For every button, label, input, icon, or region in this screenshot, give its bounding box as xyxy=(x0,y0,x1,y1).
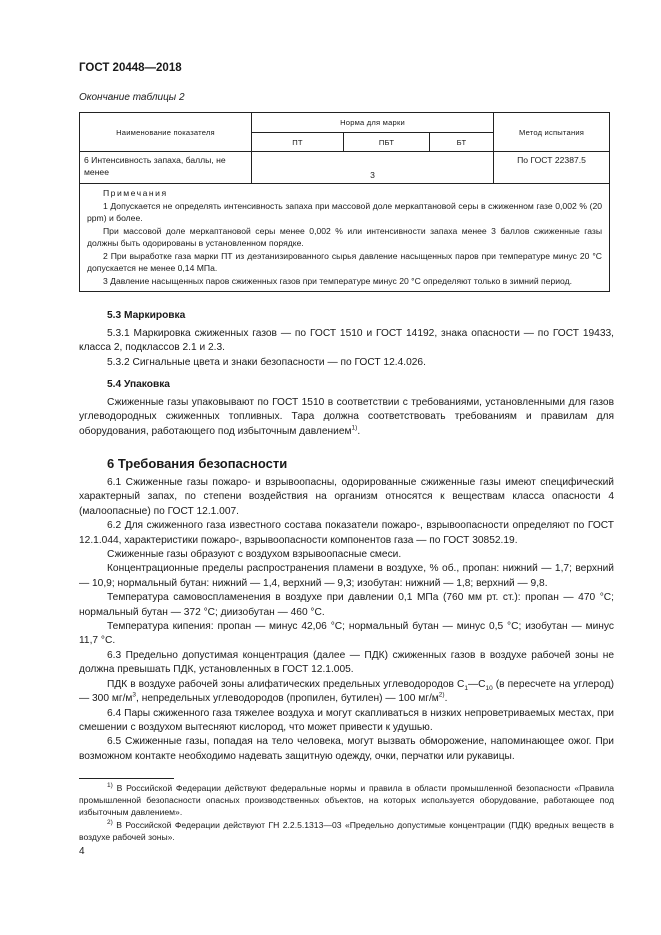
para-6-1: 6.1 Сжиженные газы пожаро- и взрывоопасны, одорированные сжиженные газы имеют специфический характерный запах, по степени воздействия на организм относятся к веществам класса опасности 4 (малоопасные) по ГОСТ 12.1.007. xyxy=(79,477,614,517)
section-5-4 xyxy=(79,396,614,439)
footnote-divider xyxy=(79,778,174,779)
footnote-ref-1: 1) xyxy=(351,424,358,432)
footnote-1: $^{1)}$ В Российской Федерации действуют федеральные нормы и правила в области промышленной безопасности «Правила промышленной безопасности опасных производственных объектов, на которых используется оборудование, работающее под избыточным давлением». xyxy=(79,782,614,818)
para-6-2d: Температура самовоспламенения в воздухе при давлении 0,1 МПа (760 мм рт. ст.): пропан — 470 °С; нормальный бутан — 372 °С; диизобутан — 460 °С. xyxy=(79,592,614,618)
standard-code: ГОСТ 20448—2018 xyxy=(79,62,182,74)
notes-title: Примечания xyxy=(103,188,168,198)
row-name: 6 Интенсивность запаха, баллы, не менее xyxy=(80,152,252,184)
heading-5-4: 5.4 Упаковка xyxy=(107,379,170,390)
footnotes xyxy=(79,782,614,843)
para-6-4: 6.4 Пары сжиженного газа тяжелее воздуха и могут скапливаться в низких непроветриваемых местах, при смешении с воздухом вытесняют кислород, что может привести к удушью. xyxy=(79,707,614,733)
row-method: По ГОСТ 22387.5 xyxy=(494,152,610,184)
para-6-3: 6.3 Предельно допустимая концентрация (далее — ПДК) сжиженных газов в воздухе рабочей зоны не должна превышать ПДК, установленных в ГОСТ 12.1.005. xyxy=(79,649,614,676)
col-header-norm: Норма для марки xyxy=(252,113,494,133)
note-2: 2 При выработке газа марки ПТ из деэтанизированного сырья давление насыщенных паров при температуре минус 20 °С допускается не менее 0,14 МПа. xyxy=(87,250,603,273)
para-6-5: 6.5 Сжиженные газы, попадая на тело человека, могут вызвать обморожение, напоминающее ожог. При возможном контакте необходимо надевать защитную одежду, очки, перчатки или рукавицы. xyxy=(79,736,614,762)
note-3: 3 Давление насыщенных паров сжиженных газов при температуре минус 20 °С определяют только в зимний период. xyxy=(103,275,573,286)
footnote-ref-2: 2) xyxy=(438,691,445,699)
para-5-3-1: 5.3.1 Маркировка сжиженных газов — по ГОСТ 1510 и ГОСТ 14192, знака опасности — по ГОСТ 19433, класса 2, подклассов 2.1 и 2.3. xyxy=(79,328,614,354)
para-5-4: Сжиженные газы упаковывают по ГОСТ 1510 в соответствии с требованиями, установленными для газов углеводородных сжиженных топливных. Тара должна соответствовать требованиям и правилам для оборудования, работающего под избыточным давлением$^{1)}$. xyxy=(79,397,614,437)
col-header-method: Метод испытания xyxy=(494,113,610,152)
table-notes xyxy=(80,184,610,292)
norm-table xyxy=(79,112,610,292)
grade-pt: ПТ xyxy=(252,133,344,152)
para-5-3-2: 5.3.2 Сигнальные цвета и знаки безопасности — по ГОСТ 12.4.026. xyxy=(107,356,426,368)
page-number: 4 xyxy=(79,846,85,857)
note-1: 1 Допускается не определять интенсивность запаха при массовой доле меркаптановой серы в сжиженном газе 0,002 % (20 ppm) и более. xyxy=(87,200,603,223)
heading-6: 6 Требования безопасности xyxy=(107,456,288,471)
section-5-3 xyxy=(79,327,614,370)
para-6-2c: Концентрационные пределы распространения пламени в воздухе, % об., пропан: нижний — 1,7; верхний — 10,9; нормальный бутан: нижний — 1,4, верхний — 9,3; изобутан: нижний — 1,8; верхний — 9,8. xyxy=(79,563,614,589)
grade-bt: БТ xyxy=(430,133,494,152)
heading-5-3: 5.3 Маркировка xyxy=(107,310,186,321)
note-1b: При массовой доле меркаптановой серы менее 0,002 % или интенсивности запаха менее 3 баллов сжиженные газы должны быть одорированы в установленном порядке. xyxy=(87,225,603,248)
grade-pbt: ПБТ xyxy=(344,133,430,152)
table-caption: Окончание таблицы 2 xyxy=(79,92,185,103)
para-6-2e: Температура кипения: пропан — минус 42,06 °С; нормальный бутан — минус 0,5 °С; изобутан — минус 11,7 °С. xyxy=(79,621,614,647)
col-header-name: Наименование показателя xyxy=(80,113,252,152)
para-6-2b: Сжиженные газы образуют с воздухом взрывоопасные смеси. xyxy=(107,549,402,561)
row-value: 3 xyxy=(252,152,494,184)
footnote-2: $^{2)}$ В Российской Федерации действуют ГН 2.2.5.1313—03 «Предельно допустимые концентрации (ПДК) вредных веществ в воздухе рабочей зоны». xyxy=(79,818,614,842)
section-6 xyxy=(79,476,614,764)
para-6-3b: ПДК в воздухе рабочей зоны алифатических предельных углеводородов $С_1—С_{10}$ (в пересчете на углерод) — 300 $мг/м^3$, непредельных углеводородов (пропилен, бутилен) — 100 $мг/м^{2)}$. xyxy=(79,678,614,705)
para-6-2: 6.2 Для сжиженного газа известного состава показатели пожаро-, взрывоопасности определяют по ГОСТ 12.1.044, характеристики пожаро-, взрывоопасности компонентов газа — по ГОСТ 30852.19. xyxy=(79,520,614,546)
